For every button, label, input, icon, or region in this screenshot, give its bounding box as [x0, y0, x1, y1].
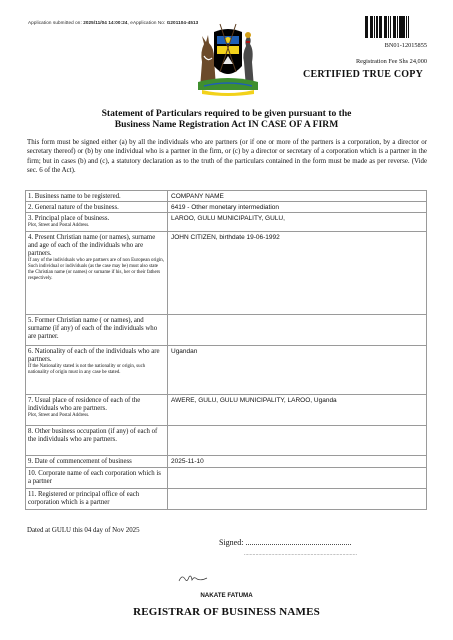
- row-label: [26, 202, 168, 213]
- row-label: [26, 315, 168, 346]
- table-row: [26, 232, 427, 315]
- row-value: Ugandan: [168, 346, 427, 395]
- table-row: [26, 315, 427, 346]
- row-label-text: 9. Date of commencement of business: [28, 457, 132, 465]
- row-label: [26, 346, 168, 395]
- coat-of-arms-icon: [190, 22, 266, 96]
- table-row: [26, 456, 427, 468]
- row-label-text: 10. Corporate name of each corporation which is a partner: [28, 469, 161, 485]
- application-date-label: Application submitted on:: [28, 20, 84, 25]
- row-value: [168, 489, 427, 510]
- instructions-paragraph: This form must be signed either (a) by all the individuals who are partners (or if one or more of the partners is a corporation, by a director or secretary thereof) or (b) by one individual who is a partner in the firm, or (c) by a director or secretary of a corporation which is a partner in the firm; but in cases (b) and (c), a statutory declaration as to the truth of the particulars contained in the form must be made as per reverse. (Vide sec. 6 of the Act).: [27, 139, 427, 175]
- row-label: [26, 426, 168, 456]
- row-value: COMPANY NAME: [168, 191, 427, 202]
- row-label-text: 3. Principal place of business.: [28, 214, 110, 222]
- row-label-text: 8. Other business occupation (if any) of each of the individuals who are partners.: [28, 427, 158, 443]
- row-label: [26, 213, 168, 232]
- row-label: [26, 468, 168, 489]
- table-row: [26, 213, 427, 232]
- application-info: [28, 20, 198, 25]
- eapplication-number: G201104-4513: [166, 20, 199, 25]
- row-value: JOHN CITIZEN, birthdate 19-06-1992: [168, 232, 427, 315]
- row-note: Plot, Street and Postal Address.: [28, 222, 90, 228]
- row-label-text: 5. Former Christian name ( or names), and surname (if any) of each of the individuals who are partner.: [28, 316, 158, 340]
- registration-fee: Registration Fee Shs 24,000: [355, 58, 427, 65]
- row-label: [26, 232, 168, 315]
- barcode: [365, 16, 426, 38]
- statement-title-line2: Business Name Registration Act IN CASE OF A FIRM: [114, 119, 339, 130]
- row-label-text: 2. General nature of the business.: [28, 203, 119, 211]
- row-value: 6419 - Other monetary intermediation: [168, 202, 427, 213]
- row-label: [26, 456, 168, 468]
- row-label: [26, 395, 168, 426]
- application-date: 2025/11/04 14:00:24: [83, 20, 128, 25]
- row-value: [168, 315, 427, 346]
- row-value: [168, 468, 427, 489]
- table-row: [26, 202, 427, 213]
- row-label-text: 1. Business name to be registered.: [28, 192, 121, 200]
- table-row: [26, 191, 427, 202]
- registrar-name: NAKATE FATUMA: [200, 592, 253, 599]
- row-value: AWERE, GULU, GULU MUNICIPALITY, LAROO, Uganda: [168, 395, 427, 426]
- row-note: If the Nationality stated is not the nationality or origin, such nationality of origin must in any case be stated.: [28, 363, 146, 375]
- row-label-text: 7. Usual place of residence of each of the individuals who are partners.: [28, 396, 141, 412]
- signature-dots-line: ..............................................................................: [244, 552, 358, 557]
- registrar-signature-icon: [177, 572, 209, 584]
- statement-title-line1: Statement of Particulars required to be given pursuant to the: [101, 108, 352, 119]
- row-label: [26, 191, 168, 202]
- particulars-table: [25, 190, 427, 510]
- table-row: [26, 426, 427, 456]
- eapplication-label: , eApplication No:: [127, 20, 167, 25]
- signed-line: Signed: .....................................................: [219, 538, 352, 547]
- row-note: If any of the individuals who are partners are of non European origin, Such individual or individuals (as the case may be) must also state the Christian name (or names) or surname if his, her or their fathers respectively.: [28, 258, 164, 281]
- table-row: [26, 489, 427, 510]
- row-value: LAROO, GULU MUNICIPALITY, GULU,: [168, 213, 427, 232]
- row-note: Plot, Street and Postal Address.: [28, 412, 90, 418]
- table-row: [26, 346, 427, 395]
- row-label-text: 4. Present Christian name (or names), surname and age of each of the individuals who are partners.: [28, 233, 156, 257]
- row-value: 2025-11-10: [168, 456, 427, 468]
- dated-line: Dated at GULU this 04 day of Nov 2025: [27, 527, 140, 534]
- table-row: [26, 395, 427, 426]
- certified-stamp-text: CERTIFIED TRUE COPY: [303, 69, 423, 80]
- row-value: [168, 426, 427, 456]
- registrar-title: REGISTRAR OF BUSINESS NAMES: [133, 606, 320, 618]
- reference-number: BN01-12015855: [384, 42, 427, 49]
- row-label: [26, 489, 168, 510]
- table-row: [26, 468, 427, 489]
- row-label-text: 11. Registered or principal office of each corporation which is a partner: [28, 490, 140, 506]
- row-label-text: 6. Nationality of each of the individuals who are partners.: [28, 347, 160, 363]
